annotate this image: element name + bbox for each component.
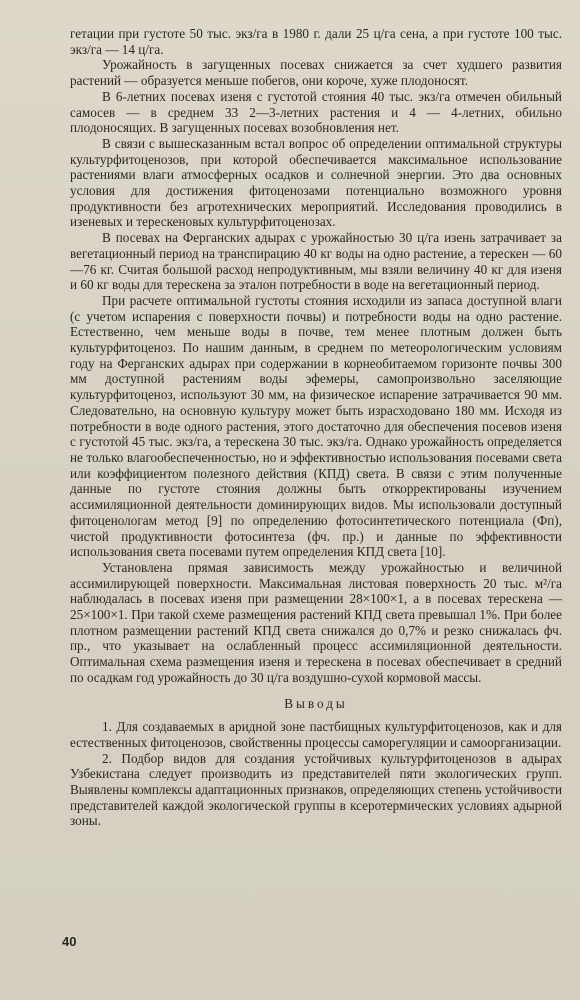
paragraph: При расчете оптимальной густоты стояния исходили из запаса доступной влаги (с учетом испарения с поверхности почвы) и потребности воды на одно растение. Естественно, чем меньше воды в почве, тем менее плотным должен быть культурфитоценоз. По нашим данным, в среднем по метеорологическим условиям году на Ферганских адырах при содержании в корнеобитаемом горизонте почвы 300 мм доступной растениям воды эфемеры, самопроизвольно заселяющие культурфитоценоз, используют 30 мм, на физическое испарение затрачивается 90 мм. Следовательно, на основную культуру может быть израсходовано 180 мм. Исходя из потребности в воде одного растения, этого достаточно для обеспечения посевов изеня с густотой 45 тыс. экз/га, а терескена 30 тыс. экз/га. Однако урожайность определяется не только влагообеспеченностью, но и эффективностью использования посевами света или коэффициентом полезного действия (КПД) света. В связи с этим полученные данные по густоте стояния должны быть откорректированы изучением ассимиляционной деятельности доминирующих видов. Мы использовали доступный фитоценологам метод [9] по определению фотосинтетического потенциала (Фп), чистой продуктивности фотосинтеза (фч. пр.) и данные по эффективности использования света посевами путем определения КПД света [10].: [70, 292, 562, 560]
paragraph: Установлена прямая зависимость между урожайностью и величиной ассимилирующей поверхности. Максимальная листовая поверхность 20 тыс. м²/га наблюдалась в посевах изеня при размещении 28×100×1, а в посевах терескена — 25×100×1. При такой схеме размещения растений КПД света превышал 1%. При более плотном размещении растений КПД света снижался до 0,7% и резко снижалась фч. пр., что указывает на ослабленный процесс ассимиляционной деятельности. Оптимальная схема размещения изеня и терескена в посевах обеспечивает в средний по осадкам год урожайность до 30 ц/га воздушно-сухой кормовой массы.: [70, 559, 562, 685]
paragraph: Урожайность в загущенных посевах снижается за счет худшего развития растений — образуется меньше побегов, они короче, хуже плодоносят.: [70, 57, 562, 89]
paragraph-continued: гетации при густоте 50 тыс. экз/га в 1980 г. дали 25 ц/га сена, а при густоте 100 тыс. экз/га — 14 ц/га.: [70, 26, 562, 57]
paragraph: В связи с вышесказанным встал вопрос об определении оптимальной структуры культурфитоценозов, при которой обеспечивается максимальное использование растениями влаги атмосферных осадков и солнечной энергии. Это два основных условия для достижения фитоценозами потенциально возможного уровня продуктивности без агротехнических мероприятий. Исследования проводились в изеневых и терескеновых культурфитоценозах.: [70, 135, 562, 230]
paragraph: В посевах на Ферганских адырах с урожайностью 30 ц/га изень затрачивает за вегетационный период на транспирацию 40 кг воды на одно растение, а терескен — 60—76 кг. Считая большой расход непродуктивным, мы взяли величину 40 кг для изеня и 60 кг воды для терескена за эталон потребности в воде на вегетационный период.: [70, 230, 562, 293]
conclusion-item: 1. Для создаваемых в аридной зоне пастбищных культурфитоценозов, как и для естественных фитоценозов, свойственны процессы саморегуляции и самоорганизации.: [70, 719, 562, 750]
conclusion-item: 2. Подбор видов для создания устойчивых культурфитоценозов в адырах Узбекистана следует производить из представителей пяти экологических групп. Выявлены комплексы адаптационных признаков, определяющих степень устойчивости представителей каждой экологической группы в ксеротермических условиях адырной зоны.: [70, 750, 563, 829]
paragraph: В 6-летних посевах изеня с густотой стояния 40 тыс. экз/га отмечен обильный самосев — в среднем 33 2—3-летних растения и 4 — 4-летних, обильно плодоносящих. В загущенных посевах возобновления нет.: [70, 88, 562, 136]
section-heading-conclusions: Выводы: [284, 695, 348, 711]
page-number: 40: [62, 934, 77, 949]
body-text: [70, 26, 562, 829]
